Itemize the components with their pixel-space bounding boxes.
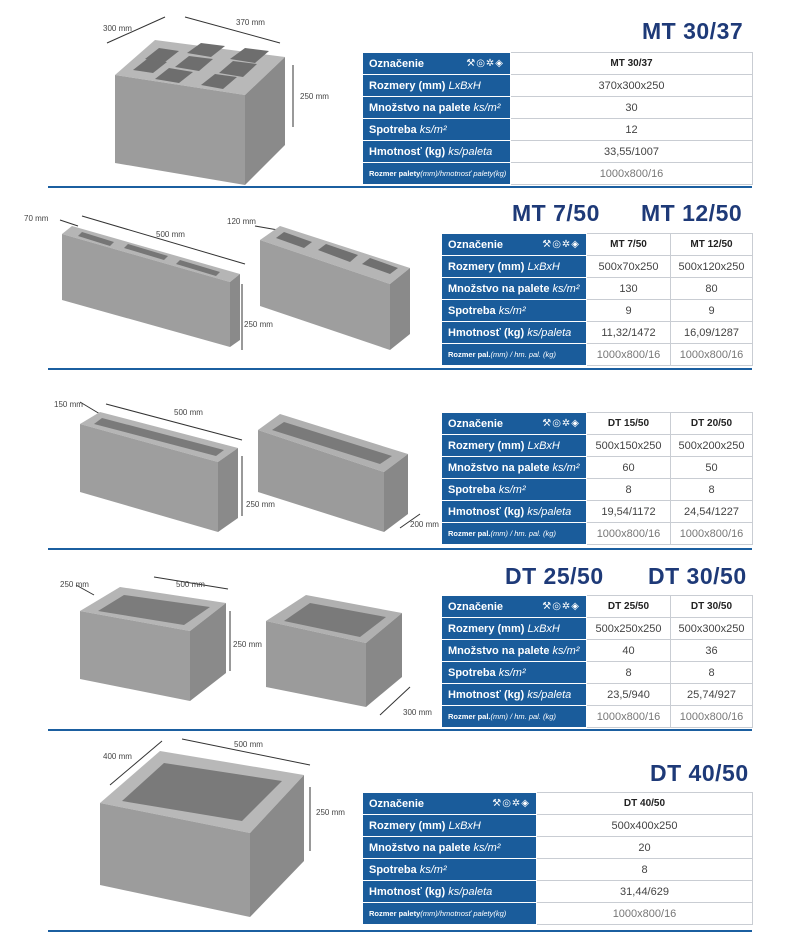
row-label-pallet: Rozmer palety(mm)/hmotnosť palety(kg) (363, 903, 537, 925)
row-label-designation: Označenie ⚒◎✲◈ (442, 596, 587, 618)
table-row (442, 684, 753, 706)
spec-table-dt15-20 (441, 412, 753, 545)
table-row (363, 903, 753, 925)
table-cell: 19,54/1172 (587, 501, 671, 523)
dim-label-width-2: 120 mm (227, 217, 256, 226)
section-separator (48, 930, 752, 932)
table-cell: 130 (587, 278, 671, 300)
table-row (442, 640, 753, 662)
table-cell: 1000x800/16 (671, 523, 753, 545)
row-label-weight: Hmotnosť (kg) ks/paleta (442, 501, 587, 523)
dim-label-width: 70 mm (24, 214, 49, 223)
table-row (363, 119, 753, 141)
row-label-dimensions: Rozmery (mm) LxBxH (442, 256, 587, 278)
spec-table-dt40-50 (362, 792, 753, 925)
table-row (363, 53, 753, 75)
table-row (442, 706, 753, 728)
table-row (442, 344, 753, 366)
table-row (442, 322, 753, 344)
table-cell: 1000x800/16 (587, 706, 671, 728)
dim-line (60, 220, 78, 226)
row-label-dimensions: Rozmery (mm) LxBxH (363, 75, 511, 97)
table-cell: DT 30/50 (671, 596, 753, 618)
section-title-mt30-37: MT 30/37 (642, 18, 744, 44)
dim-line (80, 402, 100, 414)
block-image-dt15-20 (70, 400, 430, 540)
row-label-consumption: Spotreba ks/m² (363, 119, 511, 141)
table-cell: 500x400x250 (537, 815, 753, 837)
dim-label-height: 250 mm (300, 92, 329, 101)
table-cell: 31,44/629 (537, 881, 753, 903)
table-cell: 30 (511, 97, 753, 119)
section-separator (48, 548, 752, 550)
row-label-consumption: Spotreba ks/m² (442, 479, 587, 501)
table-cell: 8 (587, 479, 671, 501)
row-label-designation: Označenie ⚒◎✲◈ (363, 53, 511, 75)
table-cell: 1000x800/16 (511, 163, 753, 185)
table-row (363, 97, 753, 119)
table-cell: 25,74/927 (671, 684, 753, 706)
table-cell: 1000x800/16 (537, 903, 753, 925)
table-row (363, 859, 753, 881)
table-row (442, 234, 753, 256)
table-row (442, 457, 753, 479)
table-cell: 370x300x250 (511, 75, 753, 97)
table-cell: 11,32/1472 (587, 322, 671, 344)
usage-icons: ⚒◎✲◈ (492, 797, 530, 809)
table-row (442, 523, 753, 545)
row-label-consumption: Spotreba ks/m² (363, 859, 537, 881)
table-row (442, 618, 753, 640)
table-row (363, 163, 753, 185)
table-cell: 1000x800/16 (587, 344, 671, 366)
table-cell: 8 (671, 479, 753, 501)
table-cell: 23,5/940 (587, 684, 671, 706)
table-cell: 500x300x250 (671, 618, 753, 640)
table-cell: MT 12/50 (671, 234, 753, 256)
row-label-designation: Označenie ⚒◎✲◈ (442, 413, 587, 435)
table-row (363, 881, 753, 903)
dim-label-width: 250 mm (60, 580, 89, 589)
spec-table-mt30-37 (362, 52, 753, 185)
table-cell: 8 (537, 859, 753, 881)
spec-table-mt7-12 (441, 233, 753, 366)
row-label-weight: Hmotnosť (kg) ks/paleta (442, 684, 587, 706)
table-cell: 1000x800/16 (671, 706, 753, 728)
table-row (442, 413, 753, 435)
row-label-quantity: Množstvo na palete ks/m² (442, 457, 587, 479)
table-cell: 500x200x250 (671, 435, 753, 457)
section-title-dt30-50: DT 30/50 (648, 563, 747, 589)
table-cell: 500x250x250 (587, 618, 671, 640)
row-label-pallet: Rozmer pal.(mm) / hm. pal. (kg) (442, 706, 587, 728)
usage-icons: ⚒◎✲◈ (542, 600, 580, 612)
dim-label-height: 250 mm (244, 320, 273, 329)
row-label-pallet: Rozmer pal.(mm) / hm. pal. (kg) (442, 523, 587, 545)
table-cell: 8 (587, 662, 671, 684)
table-cell: 50 (671, 457, 753, 479)
table-cell: 40 (587, 640, 671, 662)
table-cell: DT 25/50 (587, 596, 671, 618)
block-image-mt7-12 (40, 212, 420, 357)
table-row (442, 435, 753, 457)
table-cell: MT 30/37 (511, 53, 753, 75)
table-cell: 16,09/1287 (671, 322, 753, 344)
table-cell: 36 (671, 640, 753, 662)
block-image-dt40-50 (90, 735, 330, 925)
table-cell: 9 (671, 300, 753, 322)
row-label-quantity: Množstvo na palete ks/m² (442, 278, 587, 300)
dim-label-width: 150 mm (54, 400, 83, 409)
dim-label-height: 250 mm (316, 808, 345, 817)
row-label-weight: Hmotnosť (kg) ks/paleta (363, 881, 537, 903)
dim-label-width-2: 300 mm (403, 708, 432, 717)
section-title-dt25-50: DT 25/50 (505, 563, 604, 589)
table-cell: 80 (671, 278, 753, 300)
table-cell: 500x120x250 (671, 256, 753, 278)
section-separator (48, 368, 752, 370)
table-cell: 20 (537, 837, 753, 859)
dim-label-length: 370 mm (236, 18, 265, 27)
table-cell: 500x150x250 (587, 435, 671, 457)
row-label-consumption: Spotreba ks/m² (442, 662, 587, 684)
row-label-dimensions: Rozmery (mm) LxBxH (442, 435, 587, 457)
table-cell: 24,54/1227 (671, 501, 753, 523)
table-cell: MT 7/50 (587, 234, 671, 256)
table-row (442, 479, 753, 501)
table-cell: 9 (587, 300, 671, 322)
dim-label-width: 300 mm (103, 24, 132, 33)
dim-label-height: 250 mm (233, 640, 262, 649)
row-label-consumption: Spotreba ks/m² (442, 300, 587, 322)
dim-line (185, 17, 280, 43)
table-row (363, 141, 753, 163)
dim-label-length: 500 mm (234, 740, 263, 749)
table-cell: 1000x800/16 (587, 523, 671, 545)
section-title-dt40-50: DT 40/50 (650, 760, 749, 786)
row-label-designation: Označenie ⚒◎✲◈ (442, 234, 587, 256)
table-row (363, 837, 753, 859)
table-cell: DT 40/50 (537, 793, 753, 815)
table-cell: 1000x800/16 (671, 344, 753, 366)
row-label-dimensions: Rozmery (mm) LxBxH (363, 815, 537, 837)
table-cell: 500x70x250 (587, 256, 671, 278)
table-row (442, 278, 753, 300)
row-label-pallet: Rozmer palety(mm)/hmotnosť palety(kg) (363, 163, 511, 185)
table-cell: DT 15/50 (587, 413, 671, 435)
spec-table-dt25-30 (441, 595, 753, 728)
section-separator (48, 186, 752, 188)
dim-label-width: 400 mm (103, 752, 132, 761)
row-label-quantity: Množstvo na palete ks/m² (363, 837, 537, 859)
dim-line (255, 226, 278, 230)
dim-label-length: 500 mm (176, 580, 205, 589)
section-title-mt7-50: MT 7/50 (512, 200, 600, 226)
table-row (442, 501, 753, 523)
section-separator (48, 729, 752, 731)
row-label-weight: Hmotnosť (kg) ks/paleta (442, 322, 587, 344)
block-image-mt30-37 (95, 15, 335, 190)
table-cell: DT 20/50 (671, 413, 753, 435)
table-cell: 33,55/1007 (511, 141, 753, 163)
table-row (442, 256, 753, 278)
row-label-designation: Označenie ⚒◎✲◈ (363, 793, 537, 815)
row-label-dimensions: Rozmery (mm) LxBxH (442, 618, 587, 640)
row-label-weight: Hmotnosť (kg) ks/paleta (363, 141, 511, 163)
table-cell: 8 (671, 662, 753, 684)
table-cell: 60 (587, 457, 671, 479)
table-row (363, 75, 753, 97)
usage-icons: ⚒◎✲◈ (466, 57, 504, 69)
row-label-quantity: Množstvo na palete ks/m² (442, 640, 587, 662)
table-cell: 12 (511, 119, 753, 141)
table-row (442, 596, 753, 618)
usage-icons: ⚒◎✲◈ (542, 238, 580, 250)
table-row (442, 662, 753, 684)
dim-label-width-2: 200 mm (410, 520, 439, 529)
row-label-quantity: Množstvo na palete ks/m² (363, 97, 511, 119)
dim-label-height: 250 mm (246, 500, 275, 509)
dim-label-length: 500 mm (174, 408, 203, 417)
row-label-pallet: Rozmer pal.(mm) / hm. pal. (kg) (442, 344, 587, 366)
table-row (363, 793, 753, 815)
table-row (442, 300, 753, 322)
usage-icons: ⚒◎✲◈ (542, 417, 580, 429)
dim-label-length: 500 mm (156, 230, 185, 239)
table-row (363, 815, 753, 837)
section-title-mt12-50: MT 12/50 (641, 200, 743, 226)
